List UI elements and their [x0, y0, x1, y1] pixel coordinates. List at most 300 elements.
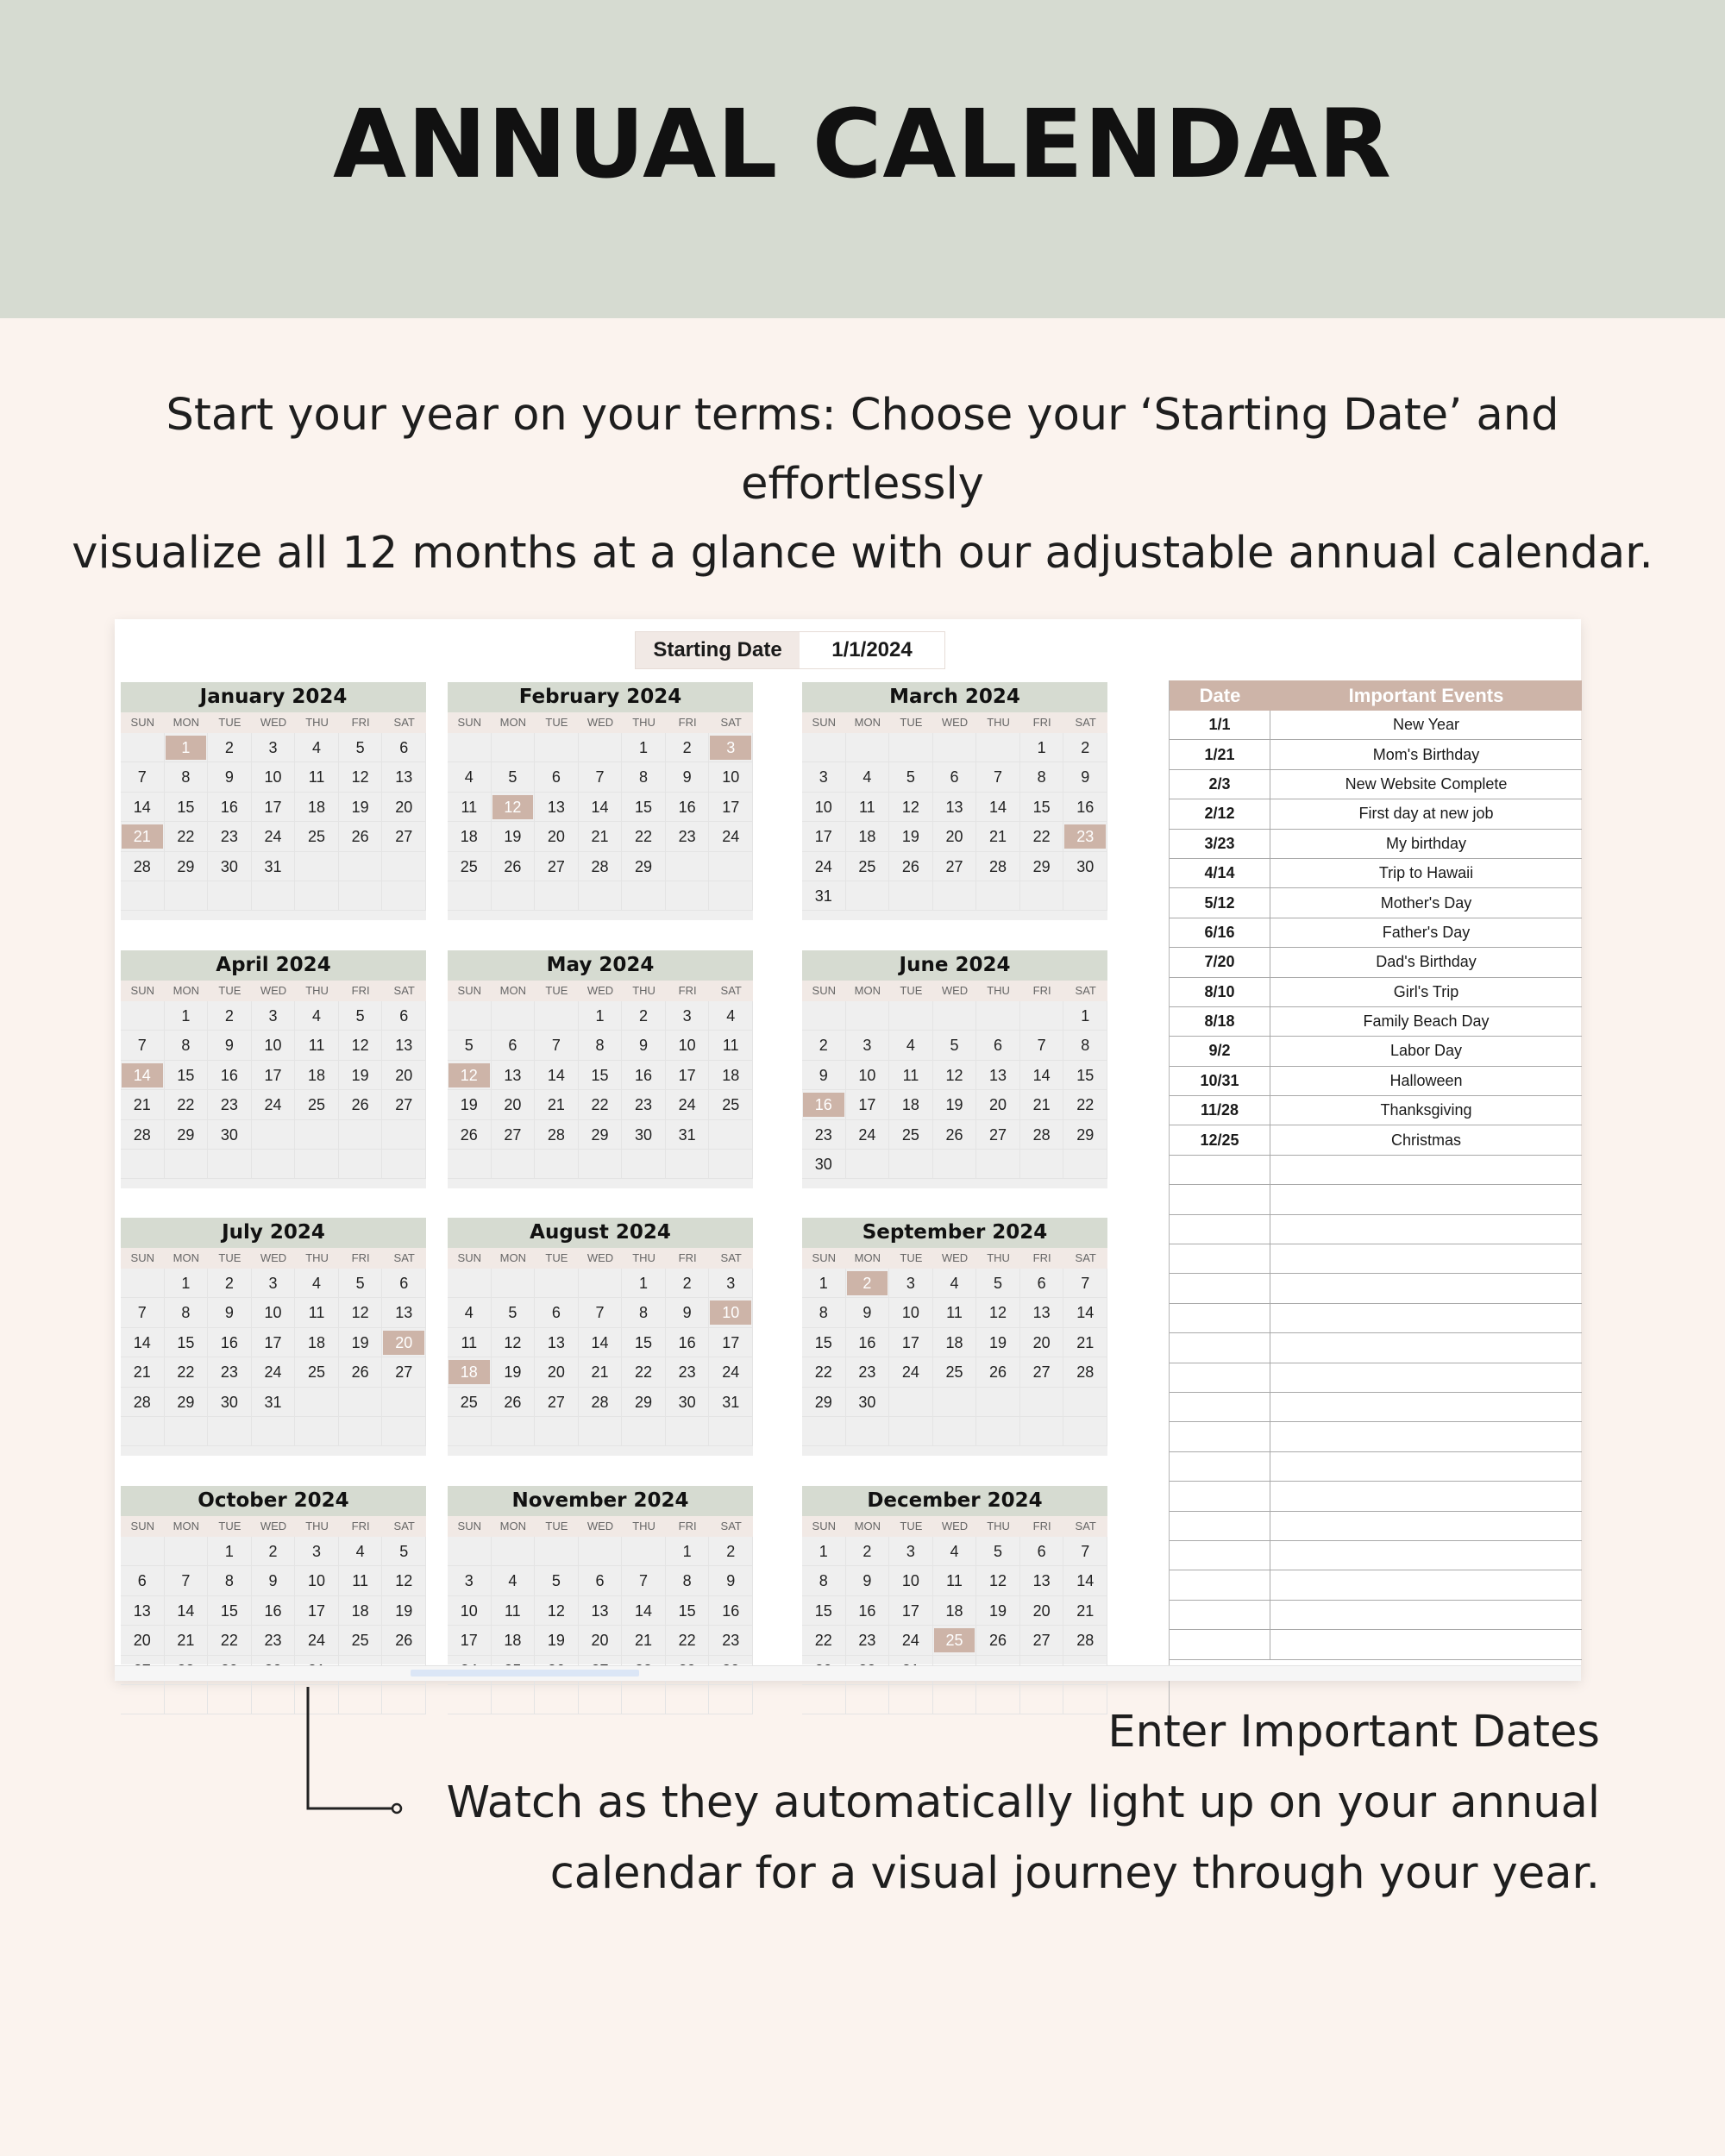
- day-cell-empty[interactable]: [448, 1150, 492, 1179]
- day-cell-empty[interactable]: [622, 1150, 666, 1179]
- day-cell[interactable]: 10: [709, 762, 753, 792]
- day-cell-empty[interactable]: [1063, 1417, 1107, 1446]
- day-cell[interactable]: 10: [666, 1031, 710, 1060]
- day-cell-empty[interactable]: [448, 1537, 492, 1566]
- day-cell[interactable]: 15: [622, 793, 666, 822]
- day-cell-empty[interactable]: [492, 733, 536, 762]
- day-cell-empty[interactable]: [976, 1417, 1020, 1446]
- day-cell-empty[interactable]: [1063, 1388, 1107, 1417]
- day-cell-empty[interactable]: [339, 1417, 383, 1446]
- day-cell[interactable]: 9: [802, 1061, 846, 1090]
- day-cell[interactable]: 31: [666, 1120, 710, 1150]
- day-cell-empty[interactable]: [889, 1001, 933, 1031]
- day-cell[interactable]: 12: [976, 1566, 1020, 1595]
- day-cell-empty[interactable]: [933, 733, 977, 762]
- day-cell[interactable]: 28: [121, 1120, 165, 1150]
- event-name-cell[interactable]: [1270, 1601, 1582, 1629]
- day-cell-empty[interactable]: [252, 1150, 296, 1179]
- day-cell[interactable]: 16: [666, 1328, 710, 1357]
- day-cell[interactable]: 1: [666, 1537, 710, 1566]
- day-cell-empty[interactable]: [382, 852, 426, 881]
- day-cell-empty[interactable]: [382, 1417, 426, 1446]
- day-cell[interactable]: 8: [622, 762, 666, 792]
- day-cell[interactable]: 28: [1063, 1357, 1107, 1387]
- day-cell[interactable]: 4: [933, 1537, 977, 1566]
- day-cell[interactable]: 2: [666, 1269, 710, 1298]
- day-cell-empty[interactable]: [492, 1001, 536, 1031]
- day-cell[interactable]: 2: [208, 1001, 252, 1031]
- day-cell[interactable]: 11: [492, 1596, 536, 1626]
- day-cell-empty[interactable]: [846, 733, 890, 762]
- day-cell[interactable]: 23: [666, 822, 710, 851]
- day-cell[interactable]: 17: [252, 1061, 296, 1090]
- day-cell-empty[interactable]: [889, 1388, 933, 1417]
- event-name-cell[interactable]: [1270, 1215, 1582, 1244]
- day-cell-empty[interactable]: [121, 1537, 165, 1566]
- day-cell[interactable]: 30: [802, 1150, 846, 1179]
- day-cell[interactable]: 14: [1063, 1298, 1107, 1327]
- day-cell-empty[interactable]: [252, 1417, 296, 1446]
- day-cell[interactable]: 27: [492, 1120, 536, 1150]
- day-cell[interactable]: 17: [889, 1328, 933, 1357]
- event-date-cell[interactable]: [1170, 1541, 1270, 1570]
- day-cell[interactable]: 10: [295, 1566, 339, 1595]
- day-cell-empty[interactable]: [976, 1001, 1020, 1031]
- event-date-cell[interactable]: [1170, 1304, 1270, 1332]
- day-cell[interactable]: 16: [252, 1596, 296, 1626]
- day-cell-empty[interactable]: [802, 1001, 846, 1031]
- day-cell[interactable]: 22: [622, 1357, 666, 1387]
- day-cell[interactable]: 5: [492, 1298, 536, 1327]
- day-cell[interactable]: 21: [165, 1626, 209, 1655]
- day-cell[interactable]: 10: [846, 1061, 890, 1090]
- day-cell[interactable]: 6: [121, 1566, 165, 1595]
- day-cell[interactable]: 18: [295, 1061, 339, 1090]
- day-cell[interactable]: 21: [535, 1090, 579, 1119]
- day-cell-empty[interactable]: [579, 1269, 623, 1298]
- day-cell[interactable]: 29: [579, 1120, 623, 1150]
- day-cell[interactable]: 5: [448, 1031, 492, 1060]
- day-cell-highlighted[interactable]: 2: [846, 1269, 890, 1298]
- day-cell[interactable]: 17: [889, 1596, 933, 1626]
- day-cell-empty[interactable]: [339, 852, 383, 881]
- event-date-cell[interactable]: [1170, 1512, 1270, 1540]
- day-cell-empty[interactable]: [666, 1150, 710, 1179]
- day-cell-empty[interactable]: [252, 1685, 296, 1714]
- day-cell[interactable]: 24: [802, 852, 846, 881]
- day-cell[interactable]: 18: [846, 822, 890, 851]
- day-cell[interactable]: 20: [535, 1357, 579, 1387]
- day-cell[interactable]: 12: [382, 1566, 426, 1595]
- event-name-cell[interactable]: First day at new job: [1358, 805, 1494, 823]
- day-cell-empty[interactable]: [448, 1269, 492, 1298]
- day-cell[interactable]: 16: [1063, 793, 1107, 822]
- day-cell[interactable]: 9: [622, 1031, 666, 1060]
- day-cell-empty[interactable]: [448, 1001, 492, 1031]
- day-cell-empty[interactable]: [622, 1417, 666, 1446]
- day-cell[interactable]: 28: [535, 1120, 579, 1150]
- day-cell[interactable]: 7: [579, 762, 623, 792]
- day-cell[interactable]: 6: [579, 1566, 623, 1595]
- day-cell[interactable]: 16: [208, 1328, 252, 1357]
- day-cell[interactable]: 19: [976, 1596, 1020, 1626]
- day-cell[interactable]: 5: [889, 762, 933, 792]
- day-cell[interactable]: 6: [933, 762, 977, 792]
- event-name-cell[interactable]: Father's Day: [1382, 923, 1471, 941]
- day-cell[interactable]: 6: [535, 1298, 579, 1327]
- day-cell[interactable]: 22: [165, 822, 209, 851]
- day-cell-highlighted[interactable]: 3: [709, 733, 753, 762]
- day-cell[interactable]: 4: [295, 1001, 339, 1031]
- day-cell-highlighted[interactable]: 10: [709, 1298, 753, 1327]
- day-cell-empty[interactable]: [889, 1150, 933, 1179]
- day-cell[interactable]: 7: [579, 1298, 623, 1327]
- day-cell[interactable]: 27: [535, 852, 579, 881]
- day-cell[interactable]: 1: [802, 1537, 846, 1566]
- day-cell-highlighted[interactable]: 14: [121, 1061, 165, 1090]
- day-cell[interactable]: 28: [121, 1388, 165, 1417]
- day-cell[interactable]: 29: [622, 1388, 666, 1417]
- event-date-cell[interactable]: 10/31: [1170, 1067, 1270, 1095]
- event-name-cell[interactable]: Dad's Birthday: [1376, 953, 1477, 971]
- day-cell-highlighted[interactable]: 1: [165, 733, 209, 762]
- day-cell[interactable]: 17: [709, 793, 753, 822]
- day-cell[interactable]: 7: [121, 762, 165, 792]
- day-cell[interactable]: 12: [889, 793, 933, 822]
- day-cell-highlighted[interactable]: 25: [933, 1626, 977, 1655]
- day-cell[interactable]: 1: [579, 1001, 623, 1031]
- day-cell[interactable]: 16: [846, 1596, 890, 1626]
- event-date-cell[interactable]: [1170, 1274, 1270, 1302]
- day-cell[interactable]: 25: [448, 1388, 492, 1417]
- day-cell-empty[interactable]: [382, 881, 426, 911]
- day-cell[interactable]: 20: [121, 1626, 165, 1655]
- day-cell-empty[interactable]: [709, 1417, 753, 1446]
- event-name-cell[interactable]: [1270, 1482, 1582, 1510]
- day-cell[interactable]: 12: [976, 1298, 1020, 1327]
- day-cell-empty[interactable]: [933, 1417, 977, 1446]
- day-cell[interactable]: 17: [666, 1061, 710, 1090]
- event-date-cell[interactable]: [1170, 1482, 1270, 1510]
- day-cell[interactable]: 18: [933, 1596, 977, 1626]
- day-cell[interactable]: 22: [666, 1626, 710, 1655]
- day-cell[interactable]: 19: [976, 1328, 1020, 1357]
- day-cell[interactable]: 23: [846, 1626, 890, 1655]
- day-cell[interactable]: 20: [382, 793, 426, 822]
- day-cell[interactable]: 3: [252, 733, 296, 762]
- day-cell[interactable]: 30: [1063, 852, 1107, 881]
- day-cell-empty[interactable]: [1020, 881, 1064, 911]
- day-cell-empty[interactable]: [846, 1001, 890, 1031]
- day-cell[interactable]: 27: [1020, 1626, 1064, 1655]
- day-cell[interactable]: 26: [339, 1357, 383, 1387]
- day-cell[interactable]: 22: [622, 822, 666, 851]
- day-cell[interactable]: 31: [709, 1388, 753, 1417]
- day-cell-empty[interactable]: [339, 1388, 383, 1417]
- day-cell[interactable]: 7: [976, 762, 1020, 792]
- day-cell[interactable]: 6: [1020, 1269, 1064, 1298]
- day-cell-empty[interactable]: [709, 881, 753, 911]
- day-cell[interactable]: 31: [802, 881, 846, 911]
- day-cell[interactable]: 4: [933, 1269, 977, 1298]
- day-cell-empty[interactable]: [165, 1150, 209, 1179]
- day-cell[interactable]: 18: [889, 1090, 933, 1119]
- day-cell[interactable]: 15: [802, 1596, 846, 1626]
- day-cell[interactable]: 9: [252, 1566, 296, 1595]
- day-cell[interactable]: 24: [709, 1357, 753, 1387]
- day-cell[interactable]: 6: [382, 1001, 426, 1031]
- day-cell[interactable]: 11: [889, 1061, 933, 1090]
- day-cell[interactable]: 19: [448, 1090, 492, 1119]
- day-cell[interactable]: 19: [382, 1596, 426, 1626]
- day-cell[interactable]: 8: [165, 762, 209, 792]
- day-cell[interactable]: 27: [1020, 1357, 1064, 1387]
- day-cell[interactable]: 14: [165, 1596, 209, 1626]
- day-cell-empty[interactable]: [535, 1150, 579, 1179]
- day-cell[interactable]: 10: [889, 1566, 933, 1595]
- day-cell-empty[interactable]: [208, 1417, 252, 1446]
- day-cell[interactable]: 25: [709, 1090, 753, 1119]
- day-cell[interactable]: 15: [622, 1328, 666, 1357]
- day-cell[interactable]: 23: [709, 1626, 753, 1655]
- day-cell-empty[interactable]: [208, 881, 252, 911]
- event-date-cell[interactable]: 11/28: [1170, 1096, 1270, 1125]
- day-cell-empty[interactable]: [1020, 1001, 1064, 1031]
- day-cell[interactable]: 1: [165, 1001, 209, 1031]
- day-cell[interactable]: 14: [579, 793, 623, 822]
- event-date-cell[interactable]: 4/14: [1170, 859, 1270, 887]
- day-cell[interactable]: 13: [579, 1596, 623, 1626]
- day-cell[interactable]: 16: [208, 793, 252, 822]
- day-cell-empty[interactable]: [1063, 881, 1107, 911]
- day-cell[interactable]: 12: [933, 1061, 977, 1090]
- day-cell-empty[interactable]: [579, 733, 623, 762]
- day-cell-empty[interactable]: [295, 852, 339, 881]
- day-cell[interactable]: 5: [492, 762, 536, 792]
- day-cell[interactable]: 14: [1063, 1566, 1107, 1595]
- day-cell-empty[interactable]: [976, 881, 1020, 911]
- day-cell[interactable]: 10: [252, 1031, 296, 1060]
- day-cell[interactable]: 11: [709, 1031, 753, 1060]
- day-cell[interactable]: 26: [889, 852, 933, 881]
- day-cell[interactable]: 11: [933, 1566, 977, 1595]
- day-cell[interactable]: 8: [1020, 762, 1064, 792]
- day-cell[interactable]: 5: [339, 1269, 383, 1298]
- day-cell-empty[interactable]: [492, 881, 536, 911]
- event-name-cell[interactable]: New Year: [1392, 716, 1460, 734]
- day-cell-empty[interactable]: [121, 733, 165, 762]
- day-cell[interactable]: 26: [382, 1626, 426, 1655]
- day-cell[interactable]: 27: [382, 1090, 426, 1119]
- event-date-cell[interactable]: [1170, 1570, 1270, 1599]
- day-cell-empty[interactable]: [579, 1537, 623, 1566]
- day-cell-empty[interactable]: [889, 1417, 933, 1446]
- day-cell[interactable]: 7: [1063, 1269, 1107, 1298]
- day-cell[interactable]: 28: [1063, 1626, 1107, 1655]
- day-cell-empty[interactable]: [448, 881, 492, 911]
- day-cell-empty[interactable]: [121, 1001, 165, 1031]
- day-cell-empty[interactable]: [579, 881, 623, 911]
- day-cell[interactable]: 8: [622, 1298, 666, 1327]
- event-name-cell[interactable]: [1270, 1512, 1582, 1540]
- day-cell[interactable]: 5: [339, 1001, 383, 1031]
- day-cell[interactable]: 1: [1063, 1001, 1107, 1031]
- day-cell[interactable]: 10: [889, 1298, 933, 1327]
- day-cell-highlighted[interactable]: 20: [382, 1328, 426, 1357]
- day-cell[interactable]: 18: [933, 1328, 977, 1357]
- day-cell-empty[interactable]: [121, 1417, 165, 1446]
- day-cell[interactable]: 12: [339, 762, 383, 792]
- day-cell[interactable]: 15: [666, 1596, 710, 1626]
- day-cell[interactable]: 6: [382, 1269, 426, 1298]
- day-cell[interactable]: 17: [252, 793, 296, 822]
- day-cell[interactable]: 10: [802, 793, 846, 822]
- day-cell-empty[interactable]: [535, 1269, 579, 1298]
- day-cell[interactable]: 18: [295, 793, 339, 822]
- day-cell[interactable]: 19: [492, 1357, 536, 1387]
- day-cell-empty[interactable]: [579, 1150, 623, 1179]
- day-cell[interactable]: 25: [933, 1357, 977, 1387]
- event-date-cell[interactable]: [1170, 1156, 1270, 1184]
- day-cell[interactable]: 13: [535, 1328, 579, 1357]
- day-cell[interactable]: 4: [846, 762, 890, 792]
- day-cell-highlighted[interactable]: 18: [448, 1357, 492, 1387]
- day-cell-empty[interactable]: [889, 881, 933, 911]
- day-cell[interactable]: 1: [1020, 733, 1064, 762]
- day-cell[interactable]: 4: [492, 1566, 536, 1595]
- day-cell-empty[interactable]: [295, 1120, 339, 1150]
- day-cell-empty[interactable]: [1020, 1150, 1064, 1179]
- day-cell[interactable]: 2: [1063, 733, 1107, 762]
- day-cell[interactable]: 13: [1020, 1566, 1064, 1595]
- day-cell-empty[interactable]: [295, 1417, 339, 1446]
- day-cell[interactable]: 1: [622, 733, 666, 762]
- day-cell[interactable]: 30: [208, 852, 252, 881]
- day-cell[interactable]: 10: [252, 1298, 296, 1327]
- event-name-cell[interactable]: [1270, 1244, 1582, 1273]
- day-cell[interactable]: 20: [976, 1090, 1020, 1119]
- event-date-cell[interactable]: 6/16: [1170, 918, 1270, 947]
- day-cell[interactable]: 14: [622, 1596, 666, 1626]
- day-cell[interactable]: 5: [535, 1566, 579, 1595]
- day-cell-empty[interactable]: [709, 852, 753, 881]
- day-cell[interactable]: 29: [622, 852, 666, 881]
- day-cell[interactable]: 14: [1020, 1061, 1064, 1090]
- day-cell-empty[interactable]: [382, 1388, 426, 1417]
- day-cell[interactable]: 3: [666, 1001, 710, 1031]
- day-cell[interactable]: 21: [579, 1357, 623, 1387]
- day-cell-empty[interactable]: [295, 1388, 339, 1417]
- day-cell[interactable]: 12: [492, 1328, 536, 1357]
- day-cell-empty[interactable]: [579, 1417, 623, 1446]
- day-cell[interactable]: 22: [802, 1626, 846, 1655]
- day-cell[interactable]: 8: [1063, 1031, 1107, 1060]
- day-cell-empty[interactable]: [121, 1150, 165, 1179]
- event-name-cell[interactable]: [1270, 1570, 1582, 1599]
- day-cell[interactable]: 9: [846, 1566, 890, 1595]
- day-cell[interactable]: 24: [666, 1090, 710, 1119]
- day-cell[interactable]: 26: [339, 1090, 383, 1119]
- day-cell[interactable]: 30: [208, 1120, 252, 1150]
- event-date-cell[interactable]: 12/25: [1170, 1125, 1270, 1154]
- day-cell[interactable]: 9: [666, 1298, 710, 1327]
- day-cell[interactable]: 4: [448, 762, 492, 792]
- day-cell[interactable]: 20: [492, 1090, 536, 1119]
- day-cell[interactable]: 25: [448, 852, 492, 881]
- day-cell[interactable]: 15: [1020, 793, 1064, 822]
- day-cell[interactable]: 29: [1063, 1120, 1107, 1150]
- event-name-cell[interactable]: Mom's Birthday: [1372, 745, 1480, 763]
- day-cell[interactable]: 6: [1020, 1537, 1064, 1566]
- day-cell[interactable]: 21: [1063, 1328, 1107, 1357]
- day-cell[interactable]: 17: [295, 1596, 339, 1626]
- day-cell[interactable]: 3: [846, 1031, 890, 1060]
- day-cell[interactable]: 25: [846, 852, 890, 881]
- day-cell-highlighted[interactable]: 12: [448, 1061, 492, 1090]
- day-cell[interactable]: 27: [382, 822, 426, 851]
- event-name-cell[interactable]: Labor Day: [1389, 1042, 1463, 1060]
- day-cell[interactable]: 18: [339, 1596, 383, 1626]
- day-cell[interactable]: 29: [1020, 852, 1064, 881]
- day-cell[interactable]: 17: [252, 1328, 296, 1357]
- day-cell-empty[interactable]: [535, 733, 579, 762]
- day-cell[interactable]: 4: [448, 1298, 492, 1327]
- day-cell-empty[interactable]: [382, 1120, 426, 1150]
- day-cell[interactable]: 15: [802, 1328, 846, 1357]
- day-cell[interactable]: 3: [295, 1537, 339, 1566]
- day-cell-empty[interactable]: [492, 1150, 536, 1179]
- day-cell-empty[interactable]: [165, 1537, 209, 1566]
- day-cell-empty[interactable]: [666, 852, 710, 881]
- day-cell[interactable]: 9: [666, 762, 710, 792]
- day-cell[interactable]: 28: [121, 852, 165, 881]
- day-cell-empty[interactable]: [1020, 1388, 1064, 1417]
- event-date-cell[interactable]: [1170, 1363, 1270, 1392]
- day-cell[interactable]: 31: [252, 852, 296, 881]
- day-cell[interactable]: 11: [448, 1328, 492, 1357]
- day-cell[interactable]: 2: [709, 1537, 753, 1566]
- day-cell[interactable]: 1: [208, 1537, 252, 1566]
- day-cell[interactable]: 7: [1020, 1031, 1064, 1060]
- day-cell-empty[interactable]: [889, 733, 933, 762]
- day-cell[interactable]: 20: [382, 1061, 426, 1090]
- event-name-cell[interactable]: Thanksgiving: [1380, 1101, 1472, 1119]
- day-cell[interactable]: 4: [295, 733, 339, 762]
- day-cell[interactable]: 16: [666, 793, 710, 822]
- day-cell[interactable]: 22: [1063, 1090, 1107, 1119]
- event-name-cell[interactable]: [1270, 1363, 1582, 1392]
- day-cell[interactable]: 13: [976, 1061, 1020, 1090]
- day-cell[interactable]: 15: [165, 1328, 209, 1357]
- day-cell-empty[interactable]: [709, 1120, 753, 1150]
- day-cell[interactable]: 26: [448, 1120, 492, 1150]
- day-cell[interactable]: 15: [1063, 1061, 1107, 1090]
- day-cell[interactable]: 3: [802, 762, 846, 792]
- day-cell[interactable]: 9: [1063, 762, 1107, 792]
- day-cell-empty[interactable]: [252, 881, 296, 911]
- day-cell-empty[interactable]: [121, 1685, 165, 1714]
- event-name-cell[interactable]: [1270, 1630, 1582, 1658]
- day-cell-empty[interactable]: [846, 881, 890, 911]
- day-cell[interactable]: 5: [382, 1537, 426, 1566]
- day-cell-empty[interactable]: [492, 1269, 536, 1298]
- day-cell[interactable]: 3: [252, 1001, 296, 1031]
- day-cell[interactable]: 23: [252, 1626, 296, 1655]
- day-cell-empty[interactable]: [339, 881, 383, 911]
- day-cell[interactable]: 16: [846, 1328, 890, 1357]
- day-cell[interactable]: 13: [382, 762, 426, 792]
- day-cell[interactable]: 5: [339, 733, 383, 762]
